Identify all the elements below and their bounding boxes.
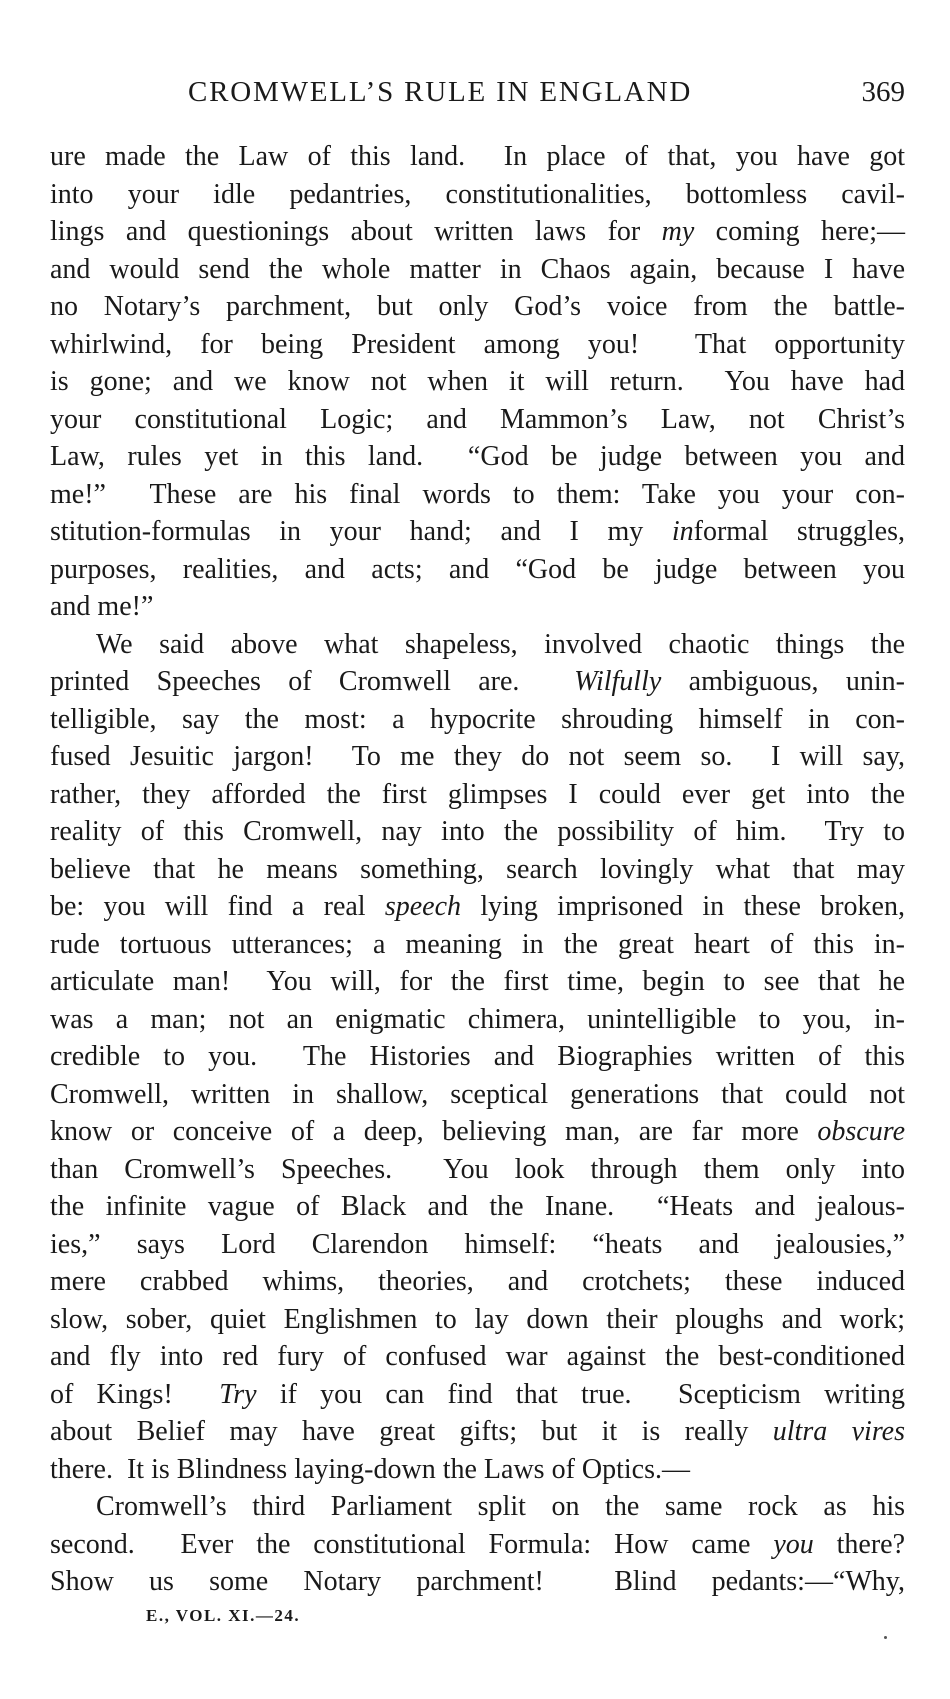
text-run: mere crabbed whims, theories, and crotchets; these induced bbox=[50, 1266, 905, 1297]
body-text bbox=[50, 138, 905, 1601]
text-run: there? bbox=[813, 1528, 905, 1560]
text-run: Cromwell’s third Parliament split on the same rock as his bbox=[96, 1491, 905, 1522]
text-run: ambiguous, unin- bbox=[661, 666, 905, 697]
text-run: articulate man! You will, for the first time, begin to see that he bbox=[50, 966, 905, 997]
text-line bbox=[50, 476, 905, 514]
text-run: believe that he means something, search lovingly what that may bbox=[50, 853, 905, 885]
text-run: and would send the whole matter in Chaos again, because I have bbox=[50, 253, 905, 285]
text-run: no Notary’s parchment, but only God’s voice from the battle- bbox=[50, 291, 905, 322]
text-run: about Belief may have great gifts; but it is really bbox=[50, 1416, 773, 1447]
text-run: lying imprisoned in these broken, bbox=[461, 891, 905, 922]
text-run: whirlwind, for being President among you! That opportunity bbox=[50, 328, 905, 360]
text-run: there. It is Blindness laying-down the Laws of Optics.— bbox=[50, 1453, 691, 1485]
text-run: fused Jesuitic jargon! To me they do not seem so. I will say, bbox=[50, 741, 905, 772]
text-run: into your idle pedantries, constitutionalities, bottomless cavil- bbox=[50, 178, 905, 210]
text-run: printed Speeches of Cromwell are. bbox=[50, 666, 575, 697]
text-run: is gone; and we know not when it will return. You have had bbox=[50, 366, 905, 397]
text-line bbox=[50, 1338, 905, 1376]
text-run: know or conceive of a deep, believing man, are far more bbox=[50, 1116, 818, 1147]
italic-text: obscure bbox=[817, 1116, 905, 1147]
text-run: We said above what shapeless, involved chaotic things the bbox=[96, 628, 905, 660]
text-run: coming here;— bbox=[694, 216, 905, 247]
text-run: telligible, say the most: a hypocrite shrouding himself in con- bbox=[50, 703, 905, 735]
text-run: rude tortuous utterances; a meaning in the great heart of this in- bbox=[50, 928, 905, 960]
text-line bbox=[50, 1451, 905, 1489]
text-line bbox=[50, 1188, 905, 1226]
italic-text: my bbox=[661, 216, 695, 247]
text-line bbox=[50, 438, 905, 476]
text-line bbox=[50, 738, 905, 776]
italic-text: ultra vires bbox=[772, 1416, 906, 1447]
text-line bbox=[50, 1038, 905, 1076]
text-line bbox=[50, 401, 905, 439]
text-line bbox=[50, 1113, 905, 1151]
text-line bbox=[50, 288, 905, 326]
text-run: second. Ever the constitutional Formula: How came bbox=[50, 1528, 774, 1560]
text-run: Law, rules yet in this land. “God be judge between you and bbox=[50, 441, 905, 472]
italic-text: speech bbox=[384, 891, 462, 922]
text-line bbox=[50, 213, 905, 251]
text-run: the infinite vague of Black and the Inane. “Heats and jealous- bbox=[50, 1191, 905, 1222]
text-line bbox=[50, 251, 905, 289]
text-run: than Cromwell’s Speeches. You look through them only into bbox=[50, 1153, 905, 1185]
text-line bbox=[50, 1488, 905, 1526]
italic-text: Try bbox=[219, 1378, 257, 1410]
text-run: ies,” says Lord Clarendon himself: “heats and jealousies,” bbox=[50, 1228, 905, 1260]
text-run: was a man; not an enigmatic chimera, unintelligible to you, in- bbox=[50, 1003, 905, 1035]
page-number: 369 bbox=[861, 76, 905, 108]
text-run: credible to you. The Histories and Biographies written of this bbox=[50, 1041, 905, 1072]
text-line bbox=[50, 1563, 905, 1601]
text-line bbox=[50, 1301, 905, 1339]
italic-text: you bbox=[773, 1528, 814, 1560]
text-line bbox=[50, 1151, 905, 1189]
text-run: be: you will find a real bbox=[50, 891, 385, 922]
text-line bbox=[50, 701, 905, 739]
text-run: me!” These are his final words to them: Take you your con- bbox=[50, 478, 905, 510]
text-line bbox=[50, 326, 905, 364]
text-line bbox=[50, 813, 905, 851]
text-line bbox=[50, 926, 905, 964]
text-run: of Kings! bbox=[50, 1378, 220, 1410]
text-line bbox=[50, 663, 905, 701]
text-line bbox=[50, 551, 905, 589]
running-title: CROMWELL’S RULE IN ENGLAND bbox=[188, 76, 693, 108]
text-run: ure made the Law of this land. In place of that, you have got bbox=[50, 141, 905, 172]
text-line bbox=[50, 588, 905, 626]
text-line bbox=[50, 851, 905, 889]
text-run: lings and questionings about written laws for bbox=[50, 216, 662, 247]
text-line bbox=[50, 1263, 905, 1301]
text-run: stitution-formulas in your hand; and I my bbox=[50, 516, 672, 547]
text-run: Show us some Notary parchment! Blind pedants:—“Why, bbox=[50, 1566, 905, 1597]
text-line bbox=[50, 776, 905, 814]
italic-text: in bbox=[671, 516, 694, 547]
text-line bbox=[50, 138, 905, 176]
text-run: and fly into red fury of confused war against the best-conditioned bbox=[50, 1341, 905, 1372]
ink-speck bbox=[884, 1636, 887, 1639]
text-run: formal struggles, bbox=[693, 516, 905, 547]
text-run: purposes, realities, and acts; and “God be judge between you bbox=[50, 553, 905, 585]
text-line bbox=[50, 1376, 905, 1414]
text-run: Cromwell, written in shallow, sceptical generations that could not bbox=[50, 1078, 905, 1110]
text-line bbox=[50, 1001, 905, 1039]
text-run: slow, sober, quiet Englishmen to lay down their ploughs and work; bbox=[50, 1303, 905, 1335]
text-line bbox=[50, 963, 905, 1001]
text-line bbox=[50, 626, 905, 664]
text-run: and me!” bbox=[50, 591, 154, 622]
running-head bbox=[50, 76, 905, 116]
text-run: rather, they afforded the first glimpses I could ever get into the bbox=[50, 778, 905, 810]
text-line bbox=[50, 1413, 905, 1451]
text-run: if you can find that true. Scepticism writing bbox=[256, 1378, 905, 1410]
text-line bbox=[50, 176, 905, 214]
text-line bbox=[50, 888, 905, 926]
text-run: reality of this Cromwell, nay into the possibility of him. Try to bbox=[50, 816, 905, 847]
signature-mark: E., VOL. XI.—24. bbox=[146, 1606, 301, 1625]
text-line bbox=[50, 1526, 905, 1564]
text-line bbox=[50, 363, 905, 401]
text-line bbox=[50, 1076, 905, 1114]
text-run: your constitutional Logic; and Mammon’s Law, not Christ’s bbox=[50, 403, 905, 435]
text-line bbox=[50, 1226, 905, 1264]
text-line bbox=[50, 513, 905, 551]
italic-text: Wilfully bbox=[574, 666, 662, 697]
